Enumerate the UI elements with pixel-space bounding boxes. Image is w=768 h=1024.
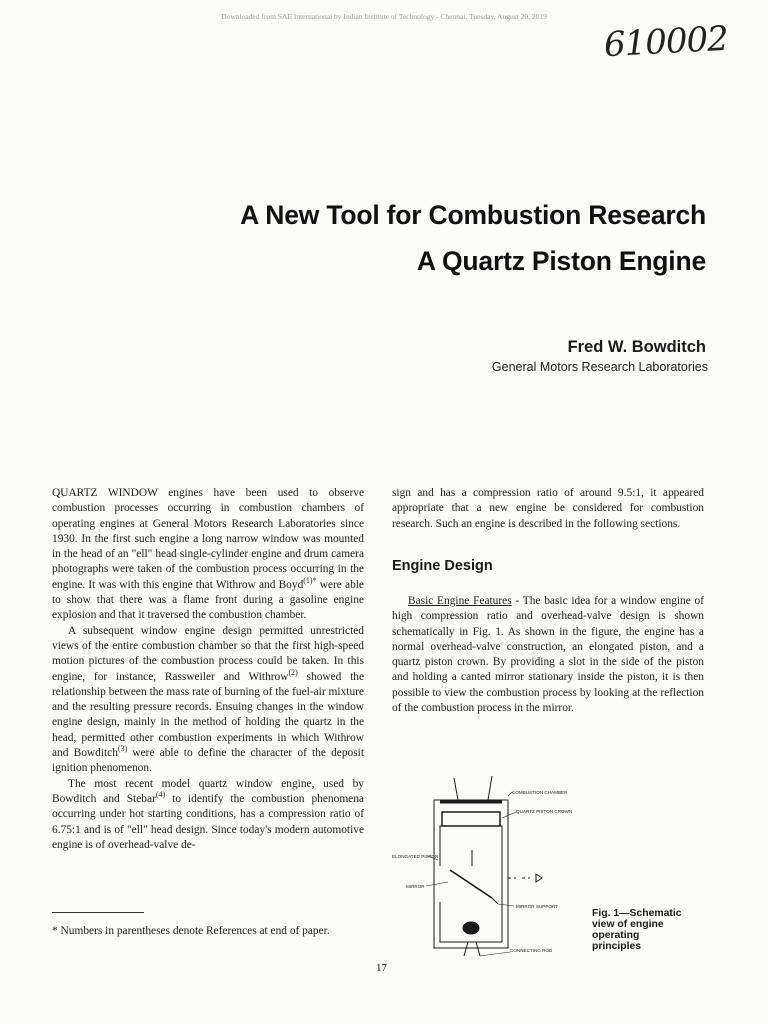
paragraph-1-text: QUARTZ WINDOW engines have been used to observe combustion processes occurring in combustion chambers of operating engines at General Motors Research Laboratories since 1930. In the first such engine a long narrow window was mounted in the head of an "ell" head single-cylinder engine and drum camera photographs were taken of the combustion process occurring in the engine. It was with this engine that Withrow and Boyd [52,487,364,591]
download-note: Downloaded from SAE International by Indian Institute of Technology - Chennai, Tuesday, August 20, 2019 [221,12,547,21]
title-line-2: A Quartz Piston Engine [416,246,706,276]
figure-caption [592,908,712,952]
basic-features-text [392,594,704,716]
paragraph-1-end: were able to show that there was a flame front during a gasoline engine explosion and that it traversed the combustion chamber. [52,578,364,622]
mirror-support [492,898,498,904]
figure-1-schematic [380,770,580,960]
basic-features-body: - The basic idea for a window engine of high compression ratio and overhead-valve design is shown schematically in Fig. 1. As shown in the figure, the engine has a normal overhead-valve construction, an elongated piston, and a quartz piston crown. By providing a slot in the side of the piston and holding a canted mirror stationary inside the piston, it is then possible to view the combustion process by looking at the reflection of the combustion process in the mirror. [392,595,704,715]
paragraph-2-text-c: were able to define the character of the deposit ignition phenomenon. [52,747,365,775]
view-arrow [536,874,542,882]
figure-caption-line-1: Fig. 1—Schematic [592,908,682,919]
author-affiliation: General Motors Research Laboratories [491,360,708,374]
right-column-intro [392,486,704,532]
canted-mirror [450,870,492,898]
left-column [52,486,364,853]
reference-mark: (1)* [303,575,317,585]
basic-features-label: Basic Engine Features [408,595,512,607]
paragraph-3-text-a: The most recent model quartz window engine, used by Bowditch and Stebar [52,777,364,805]
label-connecting-rod: CONNECTING ROD [510,948,553,953]
figure-caption-line-2: view of engine [592,919,664,930]
label-mirror: MIRROR [406,884,425,889]
wrist-pin [463,922,479,934]
reference-mark: (2) [288,667,298,677]
connecting-rod-left [464,942,468,956]
label-quartz-piston-crown: QUARTZ PISTON CROWN [516,809,573,814]
handwritten-doc-number: 610002 [603,18,729,66]
reference-mark: (4) [155,790,166,800]
paragraph-2-text-b: showed the relationship between the mass rate of burning of the fuel-air mixture and the resulting pressure records. Ensuing changes in the window engine design, mainly in the method of holding the quartz in the head, permitted other combustion experiments in which Withrow and Bowditch [52,670,364,760]
author-name: Fred W. Bowditch [567,338,706,356]
footnote: * Numbers in parentheses denote References at end of paper. [52,925,330,937]
exhaust-valve-stem [488,776,492,800]
label-combustion-chamber: COMBUSTION CHAMBER [512,790,568,795]
paragraph-3-text-b: to identify the combustion phenomena occurring under hot starting conditions, has a compression ratio of 6.75:1 and is of "ell" head design. Since today's modern automotive engine is of overhead-valve de- [52,792,364,851]
title-line-1: A New Tool for Combustion Research [240,200,706,230]
label-mirror-support: MIRROR SUPPORT [516,904,559,909]
right-paragraph-1: sign and has a compression ratio of around 9.5:1, it appeared appropriate that a new engine be considered for combustion research. Such an engine is described in the following sections. [392,487,704,530]
paragraph-2 [52,624,364,777]
section-heading: Engine Design [392,558,493,574]
footnote-rule [52,912,144,913]
reference-mark: (3) [117,744,128,754]
figure-caption-line-3: operating [592,930,640,941]
paragraph-1 [52,486,364,624]
page-number: 17 [376,962,387,974]
basic-features-paragraph [392,594,704,716]
figure-caption-line-4: principles [592,941,642,952]
connecting-rod-right [476,942,480,956]
paragraph-2-text-a: A subsequent window engine design permitted unrestricted views of the entire combustion chamber so that the first high-speed motion pictures of the combustion process could be taken. In this engine, for instance, Rassweiler and Withrow [52,624,364,683]
label-elongated-piston: ELONGATED PISTON [392,854,439,859]
paragraph-3 [52,777,364,853]
quartz-piston-crown [442,812,500,826]
intake-valve-stem [454,778,458,800]
